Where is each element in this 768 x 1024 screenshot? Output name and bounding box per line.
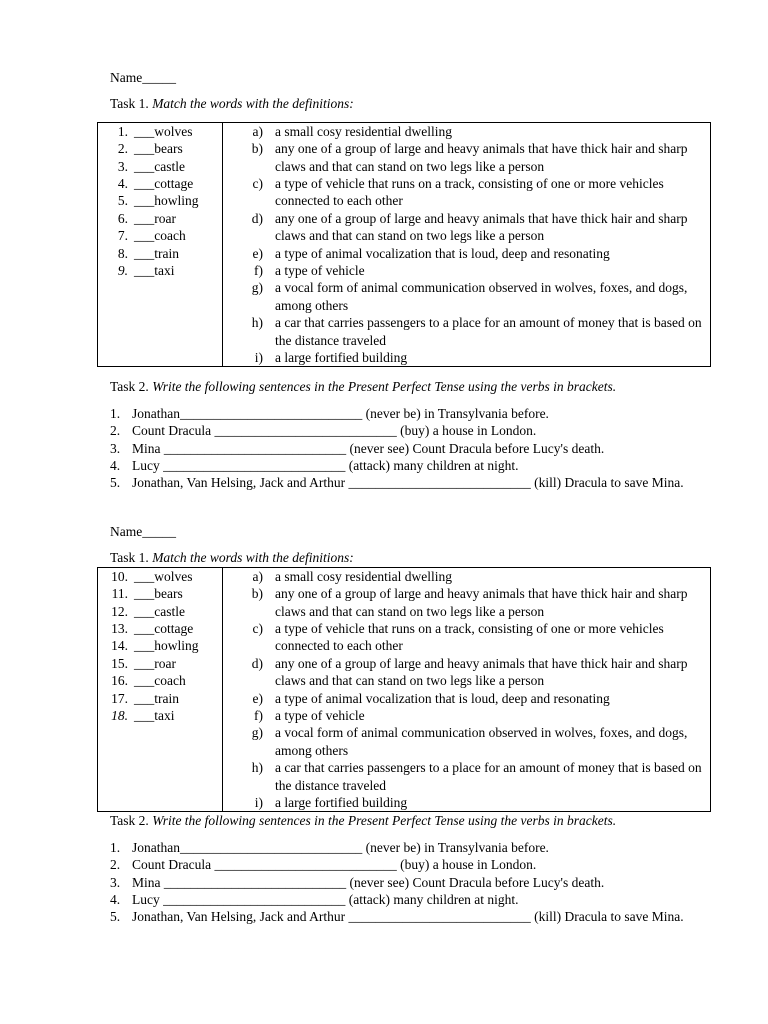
- definition-text: a car that carries passengers to a place for an amount of money that is based on the distance traveled: [275, 315, 702, 348]
- task1-heading: [110, 95, 710, 112]
- word-text: ___howling: [134, 638, 199, 654]
- definition-letter: g): [251, 280, 263, 296]
- definition-text: a vocal form of animal communication observed in wolves, foxes, and dogs, among others: [275, 280, 688, 313]
- word-number: 15.: [111, 655, 128, 671]
- sentence-number: 2.: [110, 857, 121, 873]
- definition-item: [223, 707, 710, 724]
- definition-item: [223, 314, 710, 349]
- word-text: ___cottage: [134, 621, 194, 636]
- definition-item: [223, 140, 710, 175]
- sentence-item: [110, 440, 710, 457]
- word-item: [98, 158, 222, 175]
- worksheet-2: [110, 523, 710, 926]
- definition-item: [223, 210, 710, 245]
- word-text: ___train: [134, 690, 179, 706]
- word-number: 13.: [111, 621, 128, 636]
- definition-letter: d): [251, 655, 263, 671]
- definition-letter: e): [252, 690, 263, 706]
- sentence-number: 4.: [110, 892, 121, 908]
- definition-text: a type of vehicle: [275, 708, 365, 724]
- word-item: [98, 585, 222, 602]
- word-item: [98, 123, 222, 140]
- definition-item: [223, 690, 710, 707]
- word-number: 10.: [111, 568, 128, 584]
- definition-text: any one of a group of large and heavy animals that have thick hair and sharp claws and that can stand on two legs like a person: [275, 210, 688, 244]
- word-text: ___roar: [134, 210, 176, 226]
- definition-letter: c): [252, 176, 263, 191]
- sentence-number: 3.: [110, 874, 121, 890]
- sentence-item: [110, 874, 710, 891]
- task2-prefix: Task 2.: [110, 813, 153, 829]
- name-label: Name_____: [110, 524, 176, 539]
- definition-letter: h): [251, 760, 263, 776]
- word-number: 6.: [117, 210, 128, 226]
- name-label: Name_____: [110, 70, 176, 85]
- task1-prefix: Task 1.: [110, 96, 153, 112]
- sentence-text: Jonathan___________________________ (never be) in Transylvania before.: [132, 405, 549, 421]
- definition-letter: e): [252, 245, 263, 261]
- sentence-text: Jonathan, Van Helsing, Jack and Arthur ___________________________ (kill) Dracula to save Mina.: [132, 909, 684, 925]
- word-number: 7.: [117, 228, 128, 244]
- definition-item: [223, 349, 710, 366]
- task2-heading: [110, 812, 710, 829]
- word-number: 9.: [117, 263, 128, 279]
- word-item: [98, 262, 222, 279]
- definition-text: a small cosy residential dwelling: [275, 123, 452, 139]
- definition-list: [223, 122, 711, 367]
- definition-item: [223, 655, 710, 690]
- word-number: 12.: [111, 603, 128, 619]
- sentence-number: 4.: [110, 458, 121, 474]
- word-item: [98, 620, 222, 637]
- sentence-item: [110, 457, 710, 474]
- sentence-list: [110, 839, 710, 926]
- definition-item: [223, 724, 710, 759]
- sentence-text: Lucy ___________________________ (attack) many children at night.: [132, 892, 519, 908]
- task1-prefix: Task 1.: [110, 550, 153, 566]
- definition-item: [223, 175, 710, 210]
- word-number: 8.: [117, 245, 128, 261]
- word-item: [98, 175, 222, 192]
- task2-instruction: Write the following sentences in the Present Perfect Tense using the verbs in brackets.: [152, 379, 617, 395]
- word-text: ___coach: [134, 673, 186, 689]
- word-number: 17.: [111, 690, 128, 706]
- definition-item: [223, 585, 710, 620]
- word-text: ___wolves: [134, 123, 193, 139]
- sentence-number: 5.: [110, 475, 121, 491]
- definition-text: a large fortified building: [275, 350, 408, 366]
- definition-item: [223, 279, 710, 314]
- word-text: ___bears: [134, 141, 183, 157]
- definition-text: a type of vehicle that runs on a track, consisting of one or more vehicles connected to each other: [275, 176, 664, 209]
- definition-item: [223, 759, 710, 794]
- definition-item: [223, 794, 710, 811]
- word-item: [98, 227, 222, 244]
- word-number: 16.: [111, 673, 128, 689]
- word-item: [98, 568, 222, 585]
- definition-letter: f): [254, 708, 263, 724]
- word-text: ___train: [134, 245, 179, 261]
- definition-item: [223, 262, 710, 279]
- sentence-text: Count Dracula ___________________________ (buy) a house in London.: [132, 423, 537, 439]
- word-number: 11.: [111, 586, 128, 602]
- word-number: 2.: [117, 141, 128, 157]
- word-item: [98, 672, 222, 689]
- definition-text: a type of animal vocalization that is loud, deep and resonating: [275, 245, 610, 261]
- word-number: 1.: [117, 123, 128, 139]
- matching-table: [97, 567, 711, 813]
- sentence-number: 1.: [110, 839, 121, 855]
- definition-letter: b): [251, 586, 263, 602]
- matching-table: [97, 122, 711, 368]
- definition-list: [223, 567, 711, 812]
- word-number: 4.: [117, 176, 128, 191]
- definition-letter: f): [254, 263, 263, 279]
- word-text: ___castle: [134, 603, 185, 619]
- worksheet-1: [110, 69, 710, 492]
- sentence-text: Lucy ___________________________ (attack) many children at night.: [132, 458, 519, 474]
- sentence-item: [110, 908, 710, 925]
- definition-letter: h): [251, 315, 263, 331]
- definition-letter: b): [251, 141, 263, 157]
- word-number: 3.: [117, 158, 128, 174]
- word-text: ___taxi: [134, 263, 175, 279]
- word-list: [98, 567, 223, 812]
- definition-item: [223, 568, 710, 585]
- task1-instruction: Match the words with the definitions:: [152, 550, 354, 566]
- definition-text: a type of vehicle that runs on a track, consisting of one or more vehicles connected to each other: [275, 621, 664, 654]
- word-text: ___cottage: [134, 176, 194, 191]
- definition-letter: c): [252, 621, 263, 636]
- sentence-number: 5.: [110, 909, 121, 925]
- word-text: ___howling: [134, 193, 199, 209]
- definition-text: any one of a group of large and heavy animals that have thick hair and sharp claws and that can stand on two legs like a person: [275, 655, 688, 689]
- word-number: 18.: [111, 708, 128, 724]
- sentence-item: [110, 839, 710, 856]
- definition-text: a small cosy residential dwelling: [275, 568, 452, 584]
- sentence-text: Jonathan, Van Helsing, Jack and Arthur ___________________________ (kill) Dracula to save Mina.: [132, 475, 684, 491]
- word-number: 5.: [117, 193, 128, 209]
- sentence-text: Count Dracula ___________________________ (buy) a house in London.: [132, 857, 537, 873]
- sentence-item: [110, 422, 710, 439]
- definition-letter: i): [254, 795, 263, 811]
- task2-heading: [110, 378, 710, 395]
- word-item: [98, 210, 222, 227]
- sentence-text: Mina ___________________________ (never see) Count Dracula before Lucy's death.: [132, 874, 605, 890]
- word-item: [98, 140, 222, 157]
- definition-letter: d): [251, 210, 263, 226]
- definition-item: [223, 123, 710, 140]
- definition-text: any one of a group of large and heavy animals that have thick hair and sharp claws and that can stand on two legs like a person: [275, 141, 688, 174]
- word-item: [98, 707, 222, 724]
- sentence-number: 1.: [110, 405, 121, 421]
- word-item: [98, 655, 222, 672]
- definition-letter: i): [254, 350, 263, 366]
- word-item: [98, 192, 222, 209]
- word-item: [98, 245, 222, 262]
- definition-letter: g): [251, 725, 263, 741]
- definition-letter: a): [252, 123, 263, 139]
- task1-heading: [110, 549, 710, 566]
- word-text: ___roar: [134, 655, 176, 671]
- sentence-item: [110, 474, 710, 491]
- sentence-item: [110, 405, 710, 422]
- sentence-item: [110, 856, 710, 873]
- word-item: [98, 637, 222, 654]
- definition-text: a type of vehicle: [275, 263, 365, 279]
- definition-text: a large fortified building: [275, 795, 408, 811]
- word-item: [98, 690, 222, 707]
- word-text: ___castle: [134, 158, 185, 174]
- sentence-list: [110, 405, 710, 492]
- definition-text: a vocal form of animal communication observed in wolves, foxes, and dogs, among others: [275, 725, 688, 758]
- definition-text: a type of animal vocalization that is loud, deep and resonating: [275, 690, 610, 706]
- task1-instruction: Match the words with the definitions:: [152, 96, 354, 112]
- sentence-text: Mina ___________________________ (never see) Count Dracula before Lucy's death.: [132, 440, 605, 456]
- definition-text: any one of a group of large and heavy animals that have thick hair and sharp claws and that can stand on two legs like a person: [275, 586, 688, 619]
- sentence-number: 2.: [110, 423, 121, 439]
- definition-letter: a): [252, 568, 263, 584]
- word-text: ___coach: [134, 228, 186, 244]
- word-item: [98, 603, 222, 620]
- task2-prefix: Task 2.: [110, 379, 153, 395]
- sentence-text: Jonathan___________________________ (never be) in Transylvania before.: [132, 839, 549, 855]
- sentence-item: [110, 891, 710, 908]
- definition-text: a car that carries passengers to a place for an amount of money that is based on the distance traveled: [275, 760, 702, 793]
- definition-item: [223, 245, 710, 262]
- sentence-number: 3.: [110, 440, 121, 456]
- word-list: [98, 122, 223, 367]
- definition-item: [223, 620, 710, 655]
- word-text: ___taxi: [134, 708, 175, 724]
- word-text: ___wolves: [134, 568, 193, 584]
- task2-instruction: Write the following sentences in the Present Perfect Tense using the verbs in brackets.: [152, 813, 617, 829]
- word-number: 14.: [111, 638, 128, 654]
- word-text: ___bears: [134, 586, 183, 602]
